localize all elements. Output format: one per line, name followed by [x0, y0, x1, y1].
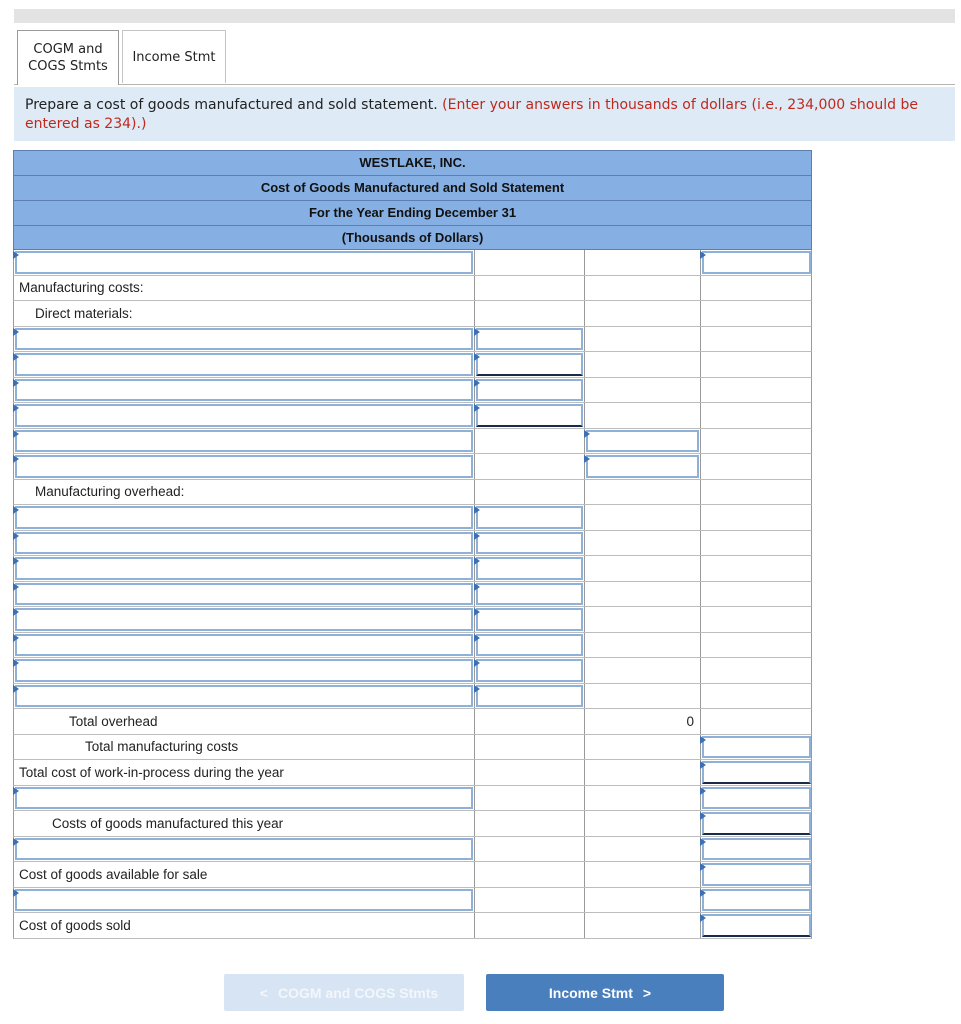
row-label: Manufacturing costs:	[19, 280, 144, 296]
statement-cell	[14, 250, 475, 275]
statement-row	[13, 378, 812, 404]
amount-input[interactable]	[586, 430, 699, 453]
amount-input[interactable]	[476, 583, 583, 606]
statement-cell	[585, 684, 701, 709]
account-select[interactable]	[15, 430, 473, 453]
statement-title: Cost of Goods Manufactured and Sold Statement	[13, 175, 812, 200]
statement-cell	[14, 480, 475, 505]
tab-cogm-cogs[interactable]	[17, 30, 119, 85]
statement-cell	[585, 811, 701, 836]
statement-cell	[14, 276, 475, 301]
statement-row	[13, 327, 812, 353]
dropdown-marker-icon	[584, 430, 590, 438]
statement-cell	[475, 862, 585, 887]
account-select[interactable]	[15, 557, 473, 580]
statement-cell	[585, 429, 701, 454]
statement-cell	[585, 582, 701, 607]
statement-row	[13, 454, 812, 480]
statement-cell	[475, 607, 585, 632]
dropdown-marker-icon	[13, 889, 19, 897]
statement-cell	[701, 352, 812, 377]
chevron-right-icon: >	[642, 984, 652, 1001]
statement-cell	[475, 837, 585, 862]
statement-cell	[475, 556, 585, 581]
dropdown-marker-icon	[13, 557, 19, 565]
statement-cell	[585, 888, 701, 913]
dropdown-marker-icon	[700, 736, 706, 744]
statement-cell	[701, 888, 812, 913]
instructions-text: Prepare a cost of goods manufactured and sold statement.	[25, 97, 438, 113]
company-name: WESTLAKE, INC.	[13, 150, 812, 175]
statement-cell	[475, 633, 585, 658]
dropdown-marker-icon	[13, 787, 19, 795]
tab-bar	[14, 30, 955, 85]
account-select[interactable]	[15, 583, 473, 606]
statement-cell	[475, 760, 585, 785]
statement-cell	[585, 378, 701, 403]
dropdown-marker-icon	[13, 608, 19, 616]
statement-cell	[585, 403, 701, 428]
statement-row	[13, 837, 812, 863]
amount-input[interactable]	[476, 608, 583, 631]
amount-input[interactable]	[476, 506, 583, 529]
statement-cell	[475, 429, 585, 454]
amount-input[interactable]	[586, 455, 699, 478]
instructions	[14, 87, 955, 141]
statement-cell	[701, 709, 812, 734]
amount-input[interactable]	[476, 404, 583, 427]
statement-row	[13, 735, 812, 761]
dropdown-marker-icon	[474, 608, 480, 616]
statement-cell	[701, 913, 812, 938]
prev-button-label: COGM and COGS Stmts	[277, 984, 439, 1001]
statement-cell	[585, 633, 701, 658]
amount-input[interactable]	[476, 685, 583, 708]
statement-cell	[475, 658, 585, 683]
statement-cell	[475, 276, 585, 301]
statement-cell	[475, 454, 585, 479]
statement-cell	[585, 760, 701, 785]
statement-row	[13, 862, 812, 888]
statement-cell	[14, 811, 475, 836]
statement-cell	[701, 862, 812, 887]
dropdown-marker-icon	[474, 532, 480, 540]
account-select[interactable]	[15, 889, 473, 912]
statement-row	[13, 607, 812, 633]
statement-cell	[14, 607, 475, 632]
statement-row	[13, 505, 812, 531]
computed-value: 0	[686, 713, 694, 729]
dropdown-marker-icon	[13, 532, 19, 540]
dropdown-marker-icon	[474, 659, 480, 667]
statement-cell	[701, 480, 812, 505]
row-label: Total cost of work-in-process during the year	[19, 764, 284, 780]
statement-cell	[14, 403, 475, 428]
statement-cell	[475, 505, 585, 530]
statement-cell	[14, 505, 475, 530]
statement-cell	[14, 658, 475, 683]
statement-cell	[585, 862, 701, 887]
statement-row	[13, 811, 812, 837]
statement-cell	[585, 786, 701, 811]
statement-cell	[585, 454, 701, 479]
statement-cell	[701, 378, 812, 403]
row-label: Cost of goods available for sale	[19, 866, 208, 882]
account-select[interactable]	[15, 455, 473, 478]
account-select[interactable]	[15, 608, 473, 631]
dropdown-marker-icon	[700, 761, 706, 769]
statement-cell	[701, 403, 812, 428]
next-button-label: Income Stmt	[548, 984, 633, 1001]
statement-cell	[701, 301, 812, 326]
statement-cell	[701, 454, 812, 479]
statement-cell	[14, 888, 475, 913]
dropdown-marker-icon	[13, 583, 19, 591]
statement-cell	[14, 454, 475, 479]
statement-cell	[701, 684, 812, 709]
dropdown-marker-icon	[474, 583, 480, 591]
amount-input[interactable]	[702, 761, 811, 784]
dropdown-marker-icon	[700, 863, 706, 871]
statement-cell	[475, 684, 585, 709]
statement-cell	[475, 786, 585, 811]
statement-row	[13, 403, 812, 429]
statement-cell	[475, 480, 585, 505]
amount-input[interactable]	[702, 863, 811, 886]
statement-cell	[701, 735, 812, 760]
statement-period: For the Year Ending December 31	[13, 200, 812, 225]
account-select[interactable]	[15, 634, 473, 657]
dropdown-marker-icon	[474, 634, 480, 642]
statement-cell	[14, 352, 475, 377]
statement-cell	[475, 378, 585, 403]
account-select[interactable]	[15, 506, 473, 529]
account-select[interactable]	[15, 251, 473, 274]
statement-cell	[585, 301, 701, 326]
row-label: Cost of goods sold	[19, 917, 131, 933]
statement-cell	[585, 837, 701, 862]
statement-units: (Thousands of Dollars)	[13, 225, 812, 250]
statement-row	[13, 276, 812, 302]
statement-row	[13, 786, 812, 812]
account-select[interactable]	[15, 659, 473, 682]
dropdown-marker-icon	[474, 353, 480, 361]
statement-cell	[585, 505, 701, 530]
dropdown-marker-icon	[13, 404, 19, 412]
dropdown-marker-icon	[700, 889, 706, 897]
statement-cell	[701, 327, 812, 352]
amount-input[interactable]	[702, 812, 811, 835]
statement-cell	[585, 607, 701, 632]
statement-cell	[475, 531, 585, 556]
amount-input[interactable]	[476, 379, 583, 402]
dropdown-marker-icon	[13, 251, 19, 259]
account-select[interactable]	[15, 404, 473, 427]
statement-cell	[585, 250, 701, 275]
statement-cell	[14, 633, 475, 658]
account-select[interactable]	[15, 838, 473, 861]
statement-row	[13, 582, 812, 608]
dropdown-marker-icon	[474, 685, 480, 693]
instructions-note: (Enter your answers in thousands of dollars (i.e., 234,000 should be entered as 234).)	[25, 97, 918, 132]
dropdown-marker-icon	[474, 379, 480, 387]
amount-input[interactable]	[476, 328, 583, 351]
statement-cell	[14, 531, 475, 556]
statement-cell	[585, 913, 701, 938]
statement-row	[13, 352, 812, 378]
account-select[interactable]	[15, 787, 473, 810]
statement-cell	[475, 250, 585, 275]
statement-cell	[701, 556, 812, 581]
statement-cell	[585, 709, 701, 734]
statement-cell	[475, 582, 585, 607]
statement-cell	[701, 633, 812, 658]
statement-cell	[701, 607, 812, 632]
amount-input[interactable]	[702, 787, 811, 810]
statement-row	[13, 556, 812, 582]
statement-cell	[585, 276, 701, 301]
dropdown-marker-icon	[700, 787, 706, 795]
amount-input[interactable]	[702, 889, 811, 912]
account-select[interactable]	[15, 379, 473, 402]
statement-cell	[475, 735, 585, 760]
dropdown-marker-icon	[584, 455, 590, 463]
statement-cell	[14, 301, 475, 326]
statement-cell	[14, 327, 475, 352]
statement-row	[13, 531, 812, 557]
statement-cell	[14, 556, 475, 581]
statement-cell	[701, 505, 812, 530]
statement-cell	[701, 760, 812, 785]
prev-button[interactable]	[224, 974, 464, 1011]
amount-input[interactable]	[702, 251, 811, 274]
chevron-left-icon: <	[259, 984, 268, 1001]
amount-input[interactable]	[476, 353, 583, 376]
tab-label-line1: COGM and	[33, 42, 103, 57]
row-label: Direct materials:	[35, 305, 133, 321]
dropdown-marker-icon	[13, 328, 19, 336]
statement-cell	[14, 786, 475, 811]
statement-cell	[585, 531, 701, 556]
dropdown-marker-icon	[474, 328, 480, 336]
statement-sheet	[13, 150, 812, 939]
amount-input[interactable]	[476, 659, 583, 682]
statement-cell	[14, 378, 475, 403]
dropdown-marker-icon	[13, 353, 19, 361]
dropdown-marker-icon	[700, 251, 706, 259]
account-select[interactable]	[15, 328, 473, 351]
statement-cell	[701, 837, 812, 862]
dropdown-marker-icon	[700, 812, 706, 820]
account-select[interactable]	[15, 353, 473, 376]
statement-cell	[14, 429, 475, 454]
dropdown-marker-icon	[474, 557, 480, 565]
statement-row	[13, 760, 812, 786]
amount-input[interactable]	[702, 838, 811, 861]
dropdown-marker-icon	[13, 430, 19, 438]
dropdown-marker-icon	[13, 634, 19, 642]
row-label: Manufacturing overhead:	[35, 484, 185, 500]
statement-cell	[701, 582, 812, 607]
statement-cell	[475, 913, 585, 938]
statement-row	[13, 250, 812, 276]
statement-cell	[14, 709, 475, 734]
account-select[interactable]	[15, 685, 473, 708]
row-label: Total overhead	[69, 713, 158, 729]
statement-cell	[14, 760, 475, 785]
statement-cell	[14, 837, 475, 862]
statement-cell	[14, 913, 475, 938]
amount-input[interactable]	[476, 634, 583, 657]
statement-cell	[585, 480, 701, 505]
statement-cell	[585, 352, 701, 377]
dropdown-marker-icon	[13, 659, 19, 667]
dropdown-marker-icon	[13, 685, 19, 693]
statement-cell	[701, 531, 812, 556]
statement-cell	[475, 888, 585, 913]
statement-cell	[14, 735, 475, 760]
statement-cell	[14, 684, 475, 709]
statement-rows	[13, 250, 812, 939]
dropdown-marker-icon	[13, 379, 19, 387]
statement-cell	[475, 811, 585, 836]
dropdown-marker-icon	[700, 838, 706, 846]
statement-cell	[475, 301, 585, 326]
amount-input[interactable]	[476, 557, 583, 580]
statement-cell	[701, 786, 812, 811]
statement-cell	[475, 327, 585, 352]
dropdown-marker-icon	[700, 914, 706, 922]
statement-cell	[585, 735, 701, 760]
statement-cell	[475, 352, 585, 377]
statement-cell	[14, 862, 475, 887]
statement-cell	[585, 556, 701, 581]
dropdown-marker-icon	[474, 506, 480, 514]
statement-row	[13, 480, 812, 506]
tab-income-stmt[interactable]	[122, 30, 226, 83]
statement-cell	[475, 709, 585, 734]
amount-input[interactable]	[702, 914, 811, 937]
statement-row	[13, 684, 812, 710]
statement-cell	[585, 658, 701, 683]
statement-row	[13, 633, 812, 659]
statement-row	[13, 429, 812, 455]
statement-row	[13, 888, 812, 914]
next-button[interactable]	[486, 974, 724, 1011]
statement-cell	[701, 811, 812, 836]
account-select[interactable]	[15, 532, 473, 555]
dropdown-marker-icon	[13, 455, 19, 463]
statement-cell	[701, 250, 812, 275]
tab-label: Income Stmt	[132, 49, 216, 65]
row-label: Total manufacturing costs	[85, 739, 239, 755]
dropdown-marker-icon	[474, 404, 480, 412]
row-label: Costs of goods manufactured this year	[52, 815, 284, 831]
statement-cell	[701, 276, 812, 301]
amount-input[interactable]	[476, 532, 583, 555]
statement-cell	[701, 429, 812, 454]
dropdown-marker-icon	[13, 838, 19, 846]
dropdown-marker-icon	[13, 506, 19, 514]
statement-row	[13, 658, 812, 684]
statement-cell	[701, 658, 812, 683]
statement-row	[13, 913, 812, 939]
amount-input[interactable]	[702, 736, 811, 759]
tab-label-line2: COGS Stmts	[28, 59, 108, 74]
progress-bar	[14, 9, 955, 23]
statement-cell	[585, 327, 701, 352]
statement-cell	[14, 582, 475, 607]
statement-cell	[475, 403, 585, 428]
statement-row	[13, 301, 812, 327]
statement-row	[13, 709, 812, 735]
